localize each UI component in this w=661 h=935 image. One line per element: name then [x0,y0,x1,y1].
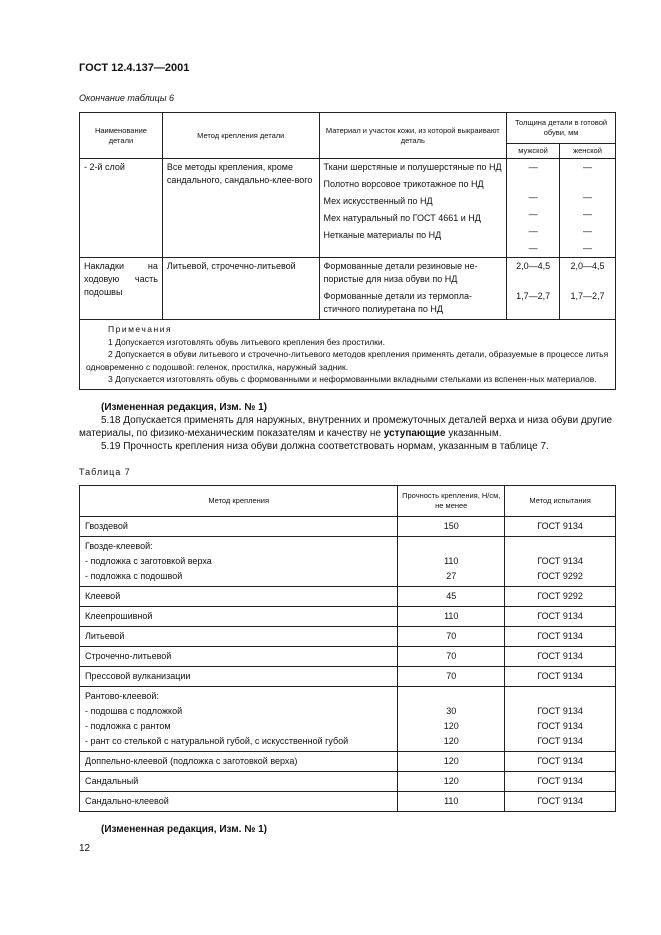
t7-line: 110 [444,556,459,566]
t6-value: 1,7—2,7 [570,291,605,301]
t6-notes-row [80,320,616,390]
page-number: 12 [79,843,91,854]
t6-value: — [528,192,538,202]
t6-value: — [583,226,593,236]
t7-cell-strength [398,607,505,627]
t7-line: ГОСТ 9134 [537,796,583,806]
t7-cell-strength [398,667,505,687]
table-row [80,667,616,687]
table-row [80,792,616,812]
t6-material: Мех искусственный по НД [323,196,433,206]
t6-cell-materials [319,258,507,320]
t7-line: Литьевой [85,631,125,641]
t7-cell-test [505,647,616,667]
t7-cell-strength [398,537,505,587]
t7-line: 150 [443,521,459,531]
t6-header-material: Материал и участок кожи, из которой выкраивают деталь [319,113,507,159]
t7-header-test: Метод испытания [505,486,616,517]
t7-line [403,539,499,554]
t6-value: 2,0—4,5 [570,261,605,271]
t6-cell-male [507,258,560,320]
t6-value: — [583,243,593,253]
t7-line: - подложка с заготовкой верха [85,556,212,566]
t7-line: Доппельно-клеевой (подложка с заготовкой верха) [85,756,298,766]
t6-material: Формованные детали резиновые не-пористые для низа обуви по НД [323,261,478,284]
note-3: 3 Допускается изготовлять обувь с формованными и неформованными вкладными стельками из вспенен-ных материалов. [108,374,597,384]
t7-line: ГОСТ 9134 [537,736,583,746]
notes-title: Примечания [108,324,173,334]
table-row [80,159,616,258]
table-row [80,772,616,792]
t7-cell-test [505,772,616,792]
t7-line: Рантово-клеевой: [85,691,159,701]
t7-cell-test [505,792,616,812]
t7-line: ГОСТ 9292 [537,571,583,581]
t6-header-thickness: Толщина детали в готовой обуви, мм [507,113,616,144]
t6-header-method: Метод крепления детали [162,113,319,159]
table-row [80,687,616,752]
t7-line: ГОСТ 9134 [537,556,583,566]
t7-line: 45 [446,591,457,601]
t6-value: — [583,162,593,172]
paragraph-text: 5.18 Допускается применять для наружных, внутренних и промежуточных деталей верха и низа обуви другие материалы, по физико-механическим показателям и качеству не [79,415,613,439]
t6-value: — [528,209,538,219]
t7-cell-test [505,627,616,647]
t7-header-method: Метод крепления [80,486,398,517]
t6-material: Нетканые материалы по НД [323,230,442,240]
table-row [80,258,616,320]
t7-line: ГОСТ 9134 [537,776,583,786]
t7-cell-test [505,667,616,687]
t6-material: Полотно ворсовое трикотажное по НД [323,179,484,189]
t6-header-female: женской [560,144,616,159]
table7-caption: Таблица 7 [79,467,131,477]
t7-line: 70 [446,631,457,641]
t6-value: — [583,192,593,202]
t7-header-strength: Прочность крепления, Н/см, не менее [398,486,505,517]
t7-cell-method [80,752,398,772]
t7-line: - подложка с рантом [85,721,171,731]
t7-line: 120 [443,736,459,746]
t7-cell-strength [398,517,505,537]
t7-line: Клеевой [85,591,121,601]
table-row [80,647,616,667]
t6-value: — [528,243,538,253]
t7-line: Строчечно-литьевой [85,651,172,661]
t7-line: - рант со стелькой с натуральной губой, с искусственной губой [85,736,349,746]
t7-cell-test [505,517,616,537]
t7-cell-method [80,792,398,812]
t7-line: Гвоздевой [85,521,128,531]
t7-line: 27 [446,571,457,581]
t6-material: Ткани шерстяные и полушерстяные по НД [323,162,502,172]
table-row [80,752,616,772]
t7-line: ГОСТ 9134 [537,721,583,731]
t7-cell-strength [398,647,505,667]
t7-line: 110 [444,796,459,806]
t7-line: 70 [446,651,457,661]
t6-material: Формованные детали из термопла-стичного полиуретана по НД [323,291,472,314]
t7-line: Клеепрошивной [85,611,153,621]
t7-cell-strength [398,627,505,647]
t6-cell-male [507,159,560,258]
t7-line [403,689,499,704]
t7-cell-method [80,607,398,627]
t7-line: ГОСТ 9134 [537,521,583,531]
t7-cell-method [80,587,398,607]
t6-notes [80,320,616,390]
amendment-text: (Измененная редакция, Изм. № 1) [101,824,268,835]
t7-line: 30 [446,706,457,716]
t7-line: Гвозде-клеевой: [85,541,153,551]
t7-line: ГОСТ 9292 [537,591,583,601]
t7-line: 120 [443,756,459,766]
t6-value: — [528,226,538,236]
t6-value: 2,0—4,5 [516,261,551,271]
t7-cell-test [505,587,616,607]
t7-cell-method [80,627,398,647]
t7-line: ГОСТ 9134 [537,756,583,766]
t7-line: - подошва с подложкой [85,706,183,716]
table-row [80,607,616,627]
table-6 [79,112,616,390]
t7-line: 120 [443,776,459,786]
document-header: ГОСТ 12.4.137—2001 [79,62,190,74]
t6-value: 1,7—2,7 [516,291,551,301]
t7-cell-test [505,687,616,752]
t7-cell-test [505,537,616,587]
t7-cell-method [80,647,398,667]
paragraph-5-19: 5.19 Прочность крепления низа обуви должна соответствовать нормам, указанным в таблице 7. [101,441,549,452]
paragraph-5-18 [79,414,616,440]
t6-cell-female [560,159,616,258]
t7-cell-strength [398,687,505,752]
amendment-note: (Измененная редакция, Изм. № 1) [101,402,268,413]
amendment-note-2 [79,823,616,836]
t7-line [510,539,610,554]
t6-cell-materials [319,159,507,258]
table-7 [79,485,616,812]
text-block [79,401,616,453]
t6-cell-name: - 2-й слой [80,159,163,258]
t7-cell-method [80,517,398,537]
t7-cell-strength [398,772,505,792]
table-row [80,587,616,607]
t7-line: Прессовой вулканизации [85,671,191,681]
paragraph-text: указанным. [448,428,502,439]
t6-cell-method: Все методы крепления, кроме сандального, сандально-клее-вого [162,159,319,258]
table-row [80,627,616,647]
t7-cell-test [505,752,616,772]
t6-cell-female [560,258,616,320]
table-row [80,517,616,537]
t7-cell-strength [398,792,505,812]
t7-cell-method [80,772,398,792]
t7-cell-test [505,607,616,627]
t7-line: 70 [446,671,457,681]
t7-line: Сандально-клеевой [85,796,169,806]
t6-cell-name: Накладки на ходовую часть подошвы [80,258,163,320]
t7-line: ГОСТ 9134 [537,651,583,661]
t6-header-name: Наименование детали [80,113,163,159]
t7-line: ГОСТ 9134 [537,631,583,641]
t7-line [510,689,610,704]
table6-caption: Окончание таблицы 6 [79,93,174,103]
t7-line: 120 [443,721,459,731]
t7-line: 110 [444,611,459,621]
t7-line: ГОСТ 9134 [537,671,583,681]
note-2: 2 Допускается в обуви литьевого и строчечно-литьевого методов крепления применять детали, образуемые в процессе литья одновременно с подошвой: геленок, простилка, наружный задник. [86,349,609,372]
t7-cell-method [80,667,398,687]
t7-cell-method [80,537,398,587]
t6-value: — [528,162,538,172]
t6-cell-method: Литьевой, строчечно-литьевой [162,258,319,320]
t7-cell-strength [398,587,505,607]
t6-value: — [583,209,593,219]
t7-cell-method [80,687,398,752]
t7-line: - подложка с подошвой [85,571,183,581]
t7-line: ГОСТ 9134 [537,611,583,621]
t7-cell-strength [398,752,505,772]
paragraph-emphasis: уступающие [383,428,446,439]
t6-material: Мех натуральный по ГОСТ 4661 и НД [323,213,481,223]
note-1: 1 Допускается изготовлять обувь литьевого крепления без простилки. [108,336,386,347]
table-row [80,537,616,587]
t6-header-male: мужской [507,144,560,159]
t7-line: ГОСТ 9134 [537,706,583,716]
t7-line: Сандальный [85,776,139,786]
